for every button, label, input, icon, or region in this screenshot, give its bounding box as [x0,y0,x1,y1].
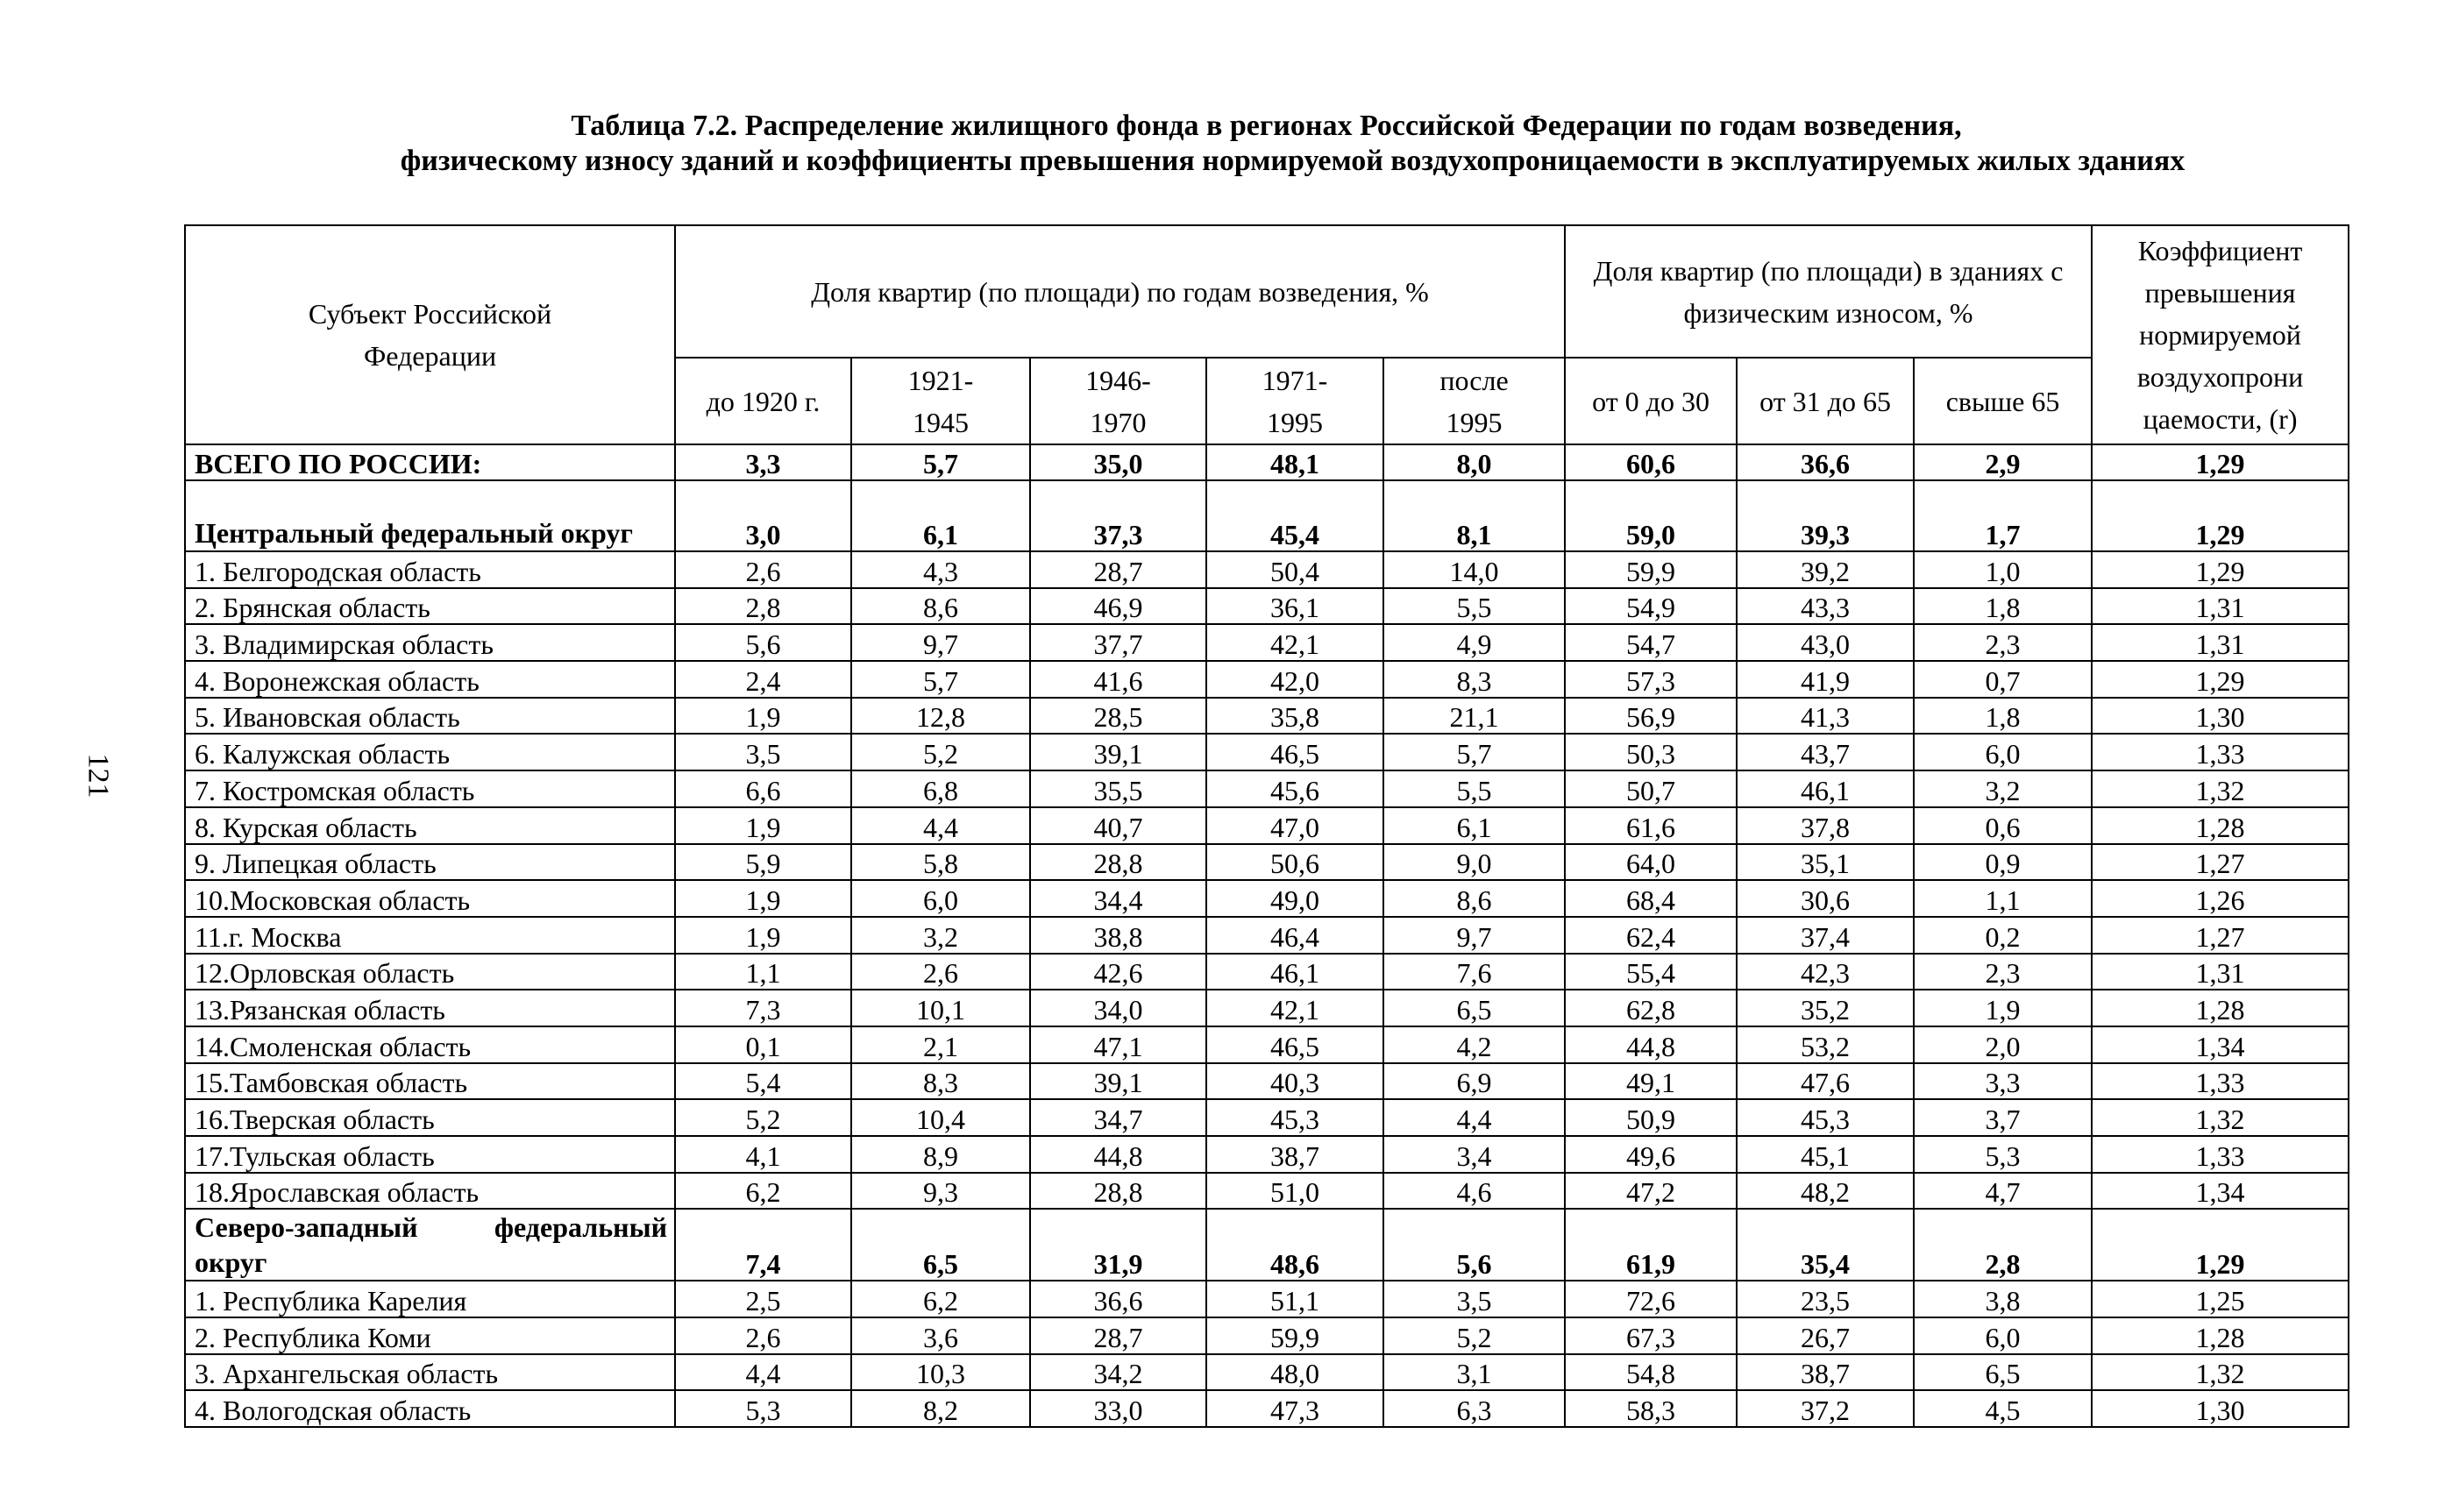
table-row [185,1317,2349,1354]
value-cell: 9,3 [851,1173,1030,1210]
table-row [185,1136,2349,1173]
value-cell: 3,5 [1383,1281,1565,1317]
value-cell: 2,6 [675,1317,851,1354]
value-cell: 6,0 [1914,1317,2092,1354]
value-cell: 9,7 [1383,917,1565,954]
value-cell: 8,0 [1383,444,1565,480]
table-title-line-1: Таблица 7.2. Распределение жилищного фонда в регионах Российской Федерации по годам возведения, [571,110,1962,142]
table-title-line-2: физическому износу зданий и коэффициенты превышения нормируемой воздухопроницаемости в эксплуатируемых жилых зданиях [400,145,2186,177]
value-cell: 50,7 [1565,770,1737,807]
value-cell: 8,6 [851,588,1030,625]
value-cell: 67,3 [1565,1317,1737,1354]
value-cell: 1,32 [2092,1099,2349,1136]
table-row [185,661,2349,698]
value-cell: 39,3 [1737,480,1914,551]
value-cell: 38,7 [1737,1354,1914,1391]
table-row [185,1281,2349,1317]
value-cell: 4,4 [675,1354,851,1391]
value-cell: 49,0 [1206,880,1383,917]
value-cell: 1,29 [2092,1209,2349,1281]
value-cell: 47,6 [1737,1063,1914,1100]
value-cell: 37,8 [1737,807,1914,844]
header-coefficient: Коэффициент превышения нормируемой воздухопрони цаемости, (r) [2092,225,2349,444]
value-cell: 46,5 [1206,1026,1383,1063]
value-cell: 8,9 [851,1136,1030,1173]
value-cell: 34,2 [1030,1354,1206,1391]
value-cell: 1,9 [675,807,851,844]
value-cell: 37,4 [1737,917,1914,954]
value-cell: 3,7 [1914,1099,2092,1136]
value-cell: 50,3 [1565,734,1737,770]
value-cell: 2,4 [675,661,851,698]
value-cell: 1,31 [2092,954,2349,990]
value-cell: 2,1 [851,1026,1030,1063]
value-cell: 1,30 [2092,698,2349,735]
value-cell: 1,0 [1914,551,2092,588]
value-cell: 55,4 [1565,954,1737,990]
value-cell: 1,29 [2092,661,2349,698]
value-cell: 5,7 [851,661,1030,698]
value-cell: 23,5 [1737,1281,1914,1317]
value-cell: 62,8 [1565,990,1737,1026]
value-cell: 1,29 [2092,444,2349,480]
value-cell: 14,0 [1383,551,1565,588]
value-cell: 28,8 [1030,844,1206,881]
value-cell: 28,8 [1030,1173,1206,1210]
value-cell: 49,6 [1565,1136,1737,1173]
value-cell: 47,1 [1030,1026,1206,1063]
value-cell: 46,5 [1206,734,1383,770]
value-cell: 3,3 [1914,1063,2092,1100]
value-cell: 39,1 [1030,1063,1206,1100]
value-cell: 61,6 [1565,807,1737,844]
value-cell: 0,1 [675,1026,851,1063]
value-cell: 8,2 [851,1390,1030,1427]
value-cell: 9,7 [851,624,1030,661]
value-cell: 4,1 [675,1136,851,1173]
value-cell: 8,3 [851,1063,1030,1100]
value-cell: 45,3 [1206,1099,1383,1136]
value-cell: 48,6 [1206,1209,1383,1281]
value-cell: 3,8 [1914,1281,2092,1317]
value-cell: 50,9 [1565,1099,1737,1136]
value-cell: 1,8 [1914,698,2092,735]
value-cell: 50,4 [1206,551,1383,588]
value-cell: 1,34 [2092,1173,2349,1210]
value-cell: 1,33 [2092,1063,2349,1100]
value-cell: 48,0 [1206,1354,1383,1391]
region-name: 3. Владимирская область [185,624,675,661]
total-row [185,444,2349,480]
value-cell: 2,5 [675,1281,851,1317]
value-cell: 36,1 [1206,588,1383,625]
value-cell: 2,3 [1914,954,2092,990]
region-name: Центральный федеральный округ [185,480,675,551]
value-cell: 42,6 [1030,954,1206,990]
value-cell: 6,0 [851,880,1030,917]
value-cell: 1,28 [2092,990,2349,1026]
value-cell: 5,5 [1383,588,1565,625]
value-cell: 49,1 [1565,1063,1737,1100]
value-cell: 0,7 [1914,661,2092,698]
value-cell: 5,7 [851,444,1030,480]
value-cell: 8,3 [1383,661,1565,698]
value-cell: 2,8 [675,588,851,625]
value-cell: 5,9 [675,844,851,881]
value-cell: 54,7 [1565,624,1737,661]
value-cell: 4,5 [1914,1390,2092,1427]
value-cell: 35,5 [1030,770,1206,807]
value-cell: 2,0 [1914,1026,2092,1063]
value-cell: 45,3 [1737,1099,1914,1136]
value-cell: 42,3 [1737,954,1914,990]
value-cell: 6,8 [851,770,1030,807]
value-cell: 47,3 [1206,1390,1383,1427]
value-cell: 2,3 [1914,624,2092,661]
value-cell: 42,0 [1206,661,1383,698]
value-cell: 3,1 [1383,1354,1565,1391]
value-cell: 59,9 [1206,1317,1383,1354]
value-cell: 3,4 [1383,1136,1565,1173]
value-cell: 41,6 [1030,661,1206,698]
header-wear-col: от 31 до 65 [1737,358,1914,444]
table-row [185,734,2349,770]
value-cell: 50,6 [1206,844,1383,881]
region-name: 15.Тамбовская область [185,1063,675,1100]
region-name: 2. Брянская область [185,588,675,625]
value-cell: 39,2 [1737,551,1914,588]
table-row [185,1063,2349,1100]
region-name: 5. Ивановская область [185,698,675,735]
region-name: 3. Архангельская область [185,1354,675,1391]
value-cell: 42,1 [1206,990,1383,1026]
value-cell: 56,9 [1565,698,1737,735]
value-cell: 60,6 [1565,444,1737,480]
value-cell: 36,6 [1030,1281,1206,1317]
table-row [185,990,2349,1026]
value-cell: 34,4 [1030,880,1206,917]
value-cell: 4,4 [851,807,1030,844]
value-cell: 59,9 [1565,551,1737,588]
header-year-col: 1971-1995 [1206,358,1383,444]
value-cell: 5,4 [675,1063,851,1100]
value-cell: 35,8 [1206,698,1383,735]
value-cell: 1,33 [2092,734,2349,770]
value-cell: 46,1 [1737,770,1914,807]
value-cell: 5,8 [851,844,1030,881]
value-cell: 38,7 [1206,1136,1383,1173]
value-cell: 1,29 [2092,551,2349,588]
value-cell: 40,3 [1206,1063,1383,1100]
value-cell: 2,9 [1914,444,2092,480]
value-cell: 51,0 [1206,1173,1383,1210]
value-cell: 59,0 [1565,480,1737,551]
value-cell: 6,9 [1383,1063,1565,1100]
value-cell: 1,29 [2092,480,2349,551]
value-cell: 45,4 [1206,480,1383,551]
value-cell: 6,5 [851,1209,1030,1281]
value-cell: 1,32 [2092,1354,2349,1391]
table-row [185,1173,2349,1210]
region-name: 13.Рязанская область [185,990,675,1026]
value-cell: 5,6 [1383,1209,1565,1281]
value-cell: 4,6 [1383,1173,1565,1210]
table-row [185,954,2349,990]
value-cell: 5,3 [675,1390,851,1427]
value-cell: 28,7 [1030,551,1206,588]
value-cell: 44,8 [1030,1136,1206,1173]
value-cell: 0,6 [1914,807,2092,844]
value-cell: 1,26 [2092,880,2349,917]
value-cell: 35,4 [1737,1209,1914,1281]
value-cell: 37,3 [1030,480,1206,551]
value-cell: 4,9 [1383,624,1565,661]
value-cell: 12,8 [851,698,1030,735]
table-row [185,588,2349,625]
header-year-col: 1921-1945 [851,358,1030,444]
value-cell: 1,25 [2092,1281,2349,1317]
value-cell: 6,1 [1383,807,1565,844]
value-cell: 1,32 [2092,770,2349,807]
value-cell: 61,9 [1565,1209,1737,1281]
value-cell: 5,6 [675,624,851,661]
value-cell: 10,3 [851,1354,1030,1391]
value-cell: 43,0 [1737,624,1914,661]
value-cell: 4,2 [1383,1026,1565,1063]
value-cell: 40,7 [1030,807,1206,844]
value-cell: 57,3 [1565,661,1737,698]
value-cell: 1,9 [675,917,851,954]
value-cell: 42,1 [1206,624,1383,661]
value-cell: 1,33 [2092,1136,2349,1173]
value-cell: 8,6 [1383,880,1565,917]
value-cell: 1,7 [1914,480,2092,551]
value-cell: 1,27 [2092,917,2349,954]
value-cell: 35,1 [1737,844,1914,881]
value-cell: 45,6 [1206,770,1383,807]
value-cell: 53,2 [1737,1026,1914,1063]
region-name: 12.Орловская область [185,954,675,990]
region-name: 14.Смоленская область [185,1026,675,1063]
value-cell: 45,1 [1737,1136,1914,1173]
value-cell: 2,6 [851,954,1030,990]
value-cell: 7,6 [1383,954,1565,990]
value-cell: 4,4 [1383,1099,1565,1136]
value-cell: 1,9 [675,698,851,735]
value-cell: 26,7 [1737,1317,1914,1354]
district-row [185,480,2349,551]
value-cell: 62,4 [1565,917,1737,954]
value-cell: 5,3 [1914,1136,2092,1173]
value-cell: 6,3 [1383,1390,1565,1427]
table-row [185,880,2349,917]
value-cell: 1,9 [1914,990,2092,1026]
header-years-group: Доля квартир (по площади) по годам возведения, % [675,225,1565,358]
value-cell: 2,6 [675,551,851,588]
value-cell: 48,1 [1206,444,1383,480]
header-wear-col: от 0 до 30 [1565,358,1737,444]
value-cell: 3,3 [675,444,851,480]
table-row [185,698,2349,735]
region-name: 17.Тульская область [185,1136,675,1173]
value-cell: 1,9 [675,880,851,917]
header-wear-group: Доля квартир (по площади) в зданиях с физическим износом, % [1565,225,2092,358]
value-cell: 68,4 [1565,880,1737,917]
value-cell: 1,31 [2092,588,2349,625]
value-cell: 1,28 [2092,807,2349,844]
value-cell: 33,0 [1030,1390,1206,1427]
value-cell: 1,31 [2092,624,2349,661]
value-cell: 37,7 [1030,624,1206,661]
value-cell: 38,8 [1030,917,1206,954]
value-cell: 5,2 [1383,1317,1565,1354]
value-cell: 2,8 [1914,1209,2092,1281]
table-row [185,770,2349,807]
value-cell: 36,6 [1737,444,1914,480]
housing-stock-table [184,224,2349,1428]
value-cell: 7,3 [675,990,851,1026]
header-year-col: после 1995 [1383,358,1565,444]
value-cell: 4,3 [851,551,1030,588]
value-cell: 43,3 [1737,588,1914,625]
region-name: ВСЕГО ПО РОССИИ: [185,444,675,480]
value-cell: 72,6 [1565,1281,1737,1317]
region-name: 8. Курская область [185,807,675,844]
value-cell: 54,9 [1565,588,1737,625]
value-cell: 46,1 [1206,954,1383,990]
value-cell: 3,2 [1914,770,2092,807]
region-name: 16.Тверская область [185,1099,675,1136]
value-cell: 39,1 [1030,734,1206,770]
value-cell: 6,0 [1914,734,2092,770]
value-cell: 35,0 [1030,444,1206,480]
value-cell: 41,3 [1737,698,1914,735]
table-row [185,1390,2349,1427]
region-name: 4. Вологодская область [185,1390,675,1427]
value-cell: 44,8 [1565,1026,1737,1063]
value-cell: 34,0 [1030,990,1206,1026]
page-number: 121 [82,753,115,799]
value-cell: 6,2 [675,1173,851,1210]
value-cell: 31,9 [1030,1209,1206,1281]
value-cell: 54,8 [1565,1354,1737,1391]
value-cell: 5,7 [1383,734,1565,770]
value-cell: 64,0 [1565,844,1737,881]
value-cell: 6,5 [1914,1354,2092,1391]
value-cell: 46,9 [1030,588,1206,625]
region-name: 1. Республика Карелия [185,1281,675,1317]
region-name: 7. Костромская область [185,770,675,807]
district-row [185,1209,2349,1281]
value-cell: 46,4 [1206,917,1383,954]
value-cell: 6,1 [851,480,1030,551]
header-year-col: до 1920 г. [675,358,851,444]
value-cell: 1,34 [2092,1026,2349,1063]
value-cell: 5,2 [675,1099,851,1136]
value-cell: 41,9 [1737,661,1914,698]
value-cell: 30,6 [1737,880,1914,917]
region-name: Северо-западный федеральный округ [185,1209,675,1281]
value-cell: 47,0 [1206,807,1383,844]
value-cell: 1,8 [1914,588,2092,625]
value-cell: 58,3 [1565,1390,1737,1427]
region-name: 1. Белгородская область [185,551,675,588]
value-cell: 0,9 [1914,844,2092,881]
value-cell: 1,30 [2092,1390,2349,1427]
value-cell: 47,2 [1565,1173,1737,1210]
value-cell: 1,1 [1914,880,2092,917]
value-cell: 3,2 [851,917,1030,954]
value-cell: 10,1 [851,990,1030,1026]
value-cell: 51,1 [1206,1281,1383,1317]
value-cell: 10,4 [851,1099,1030,1136]
value-cell: 0,2 [1914,917,2092,954]
region-name: 18.Ярославская область [185,1173,675,1210]
value-cell: 4,7 [1914,1173,2092,1210]
value-cell: 7,4 [675,1209,851,1281]
table-row [185,1354,2349,1391]
region-name: 11.г. Москва [185,917,675,954]
table-row [185,624,2349,661]
header-year-col: 1946-1970 [1030,358,1206,444]
table-row [185,917,2349,954]
region-name: 6. Калужская область [185,734,675,770]
value-cell: 21,1 [1383,698,1565,735]
table-row [185,844,2349,881]
table-row [185,551,2349,588]
table-row [185,1026,2349,1063]
value-cell: 28,7 [1030,1317,1206,1354]
value-cell: 34,7 [1030,1099,1206,1136]
value-cell: 1,1 [675,954,851,990]
value-cell: 8,1 [1383,480,1565,551]
table-row [185,807,2349,844]
value-cell: 1,27 [2092,844,2349,881]
value-cell: 9,0 [1383,844,1565,881]
region-name: 2. Республика Коми [185,1317,675,1354]
value-cell: 28,5 [1030,698,1206,735]
table-row [185,1099,2349,1136]
value-cell: 5,5 [1383,770,1565,807]
value-cell: 48,2 [1737,1173,1914,1210]
header-wear-col: свыше 65 [1914,358,2092,444]
value-cell: 6,5 [1383,990,1565,1026]
region-name: 9. Липецкая область [185,844,675,881]
value-cell: 3,0 [675,480,851,551]
region-name: 10.Московская область [185,880,675,917]
value-cell: 3,5 [675,734,851,770]
value-cell: 6,2 [851,1281,1030,1317]
value-cell: 37,2 [1737,1390,1914,1427]
value-cell: 5,2 [851,734,1030,770]
value-cell: 3,6 [851,1317,1030,1354]
region-name: 4. Воронежская область [185,661,675,698]
header-subject: Субъект Российской Федерации [185,225,675,444]
value-cell: 6,6 [675,770,851,807]
value-cell: 35,2 [1737,990,1914,1026]
value-cell: 1,28 [2092,1317,2349,1354]
value-cell: 43,7 [1737,734,1914,770]
